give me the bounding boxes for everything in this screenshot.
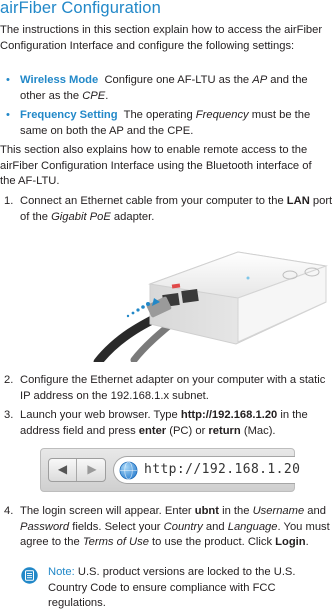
- step-italic: Language: [227, 520, 278, 533]
- step-bold: http://192.168.1.20: [180, 409, 278, 421]
- browser-toolbar-illustration: [40, 448, 301, 492]
- bullet-emphasis: AP: [252, 74, 268, 86]
- bullet-text-part: The operating: [123, 109, 196, 121]
- step-text: Configure the Ethernet adapter on your computer with a static IP address on the 192.168.1.x subnet.: [20, 374, 326, 402]
- globe-icon: [119, 461, 138, 480]
- step-text-part: (PC) or: [166, 424, 209, 437]
- page-title: airFiber Configuration: [0, 0, 161, 17]
- step-bold: return: [208, 424, 241, 437]
- note-icon: [21, 567, 38, 584]
- step-text-part: .: [305, 536, 309, 549]
- step-italic: Password: [20, 520, 70, 533]
- step-italic: Terms of Use: [82, 536, 149, 549]
- note-label: Note:: [48, 566, 75, 578]
- step-italic: Country: [163, 520, 203, 533]
- step-text-part: Connect an Ethernet cable from your computer to the: [20, 195, 287, 207]
- bullet-term: Frequency Setting: [20, 109, 118, 121]
- bullet-dot: •: [6, 74, 10, 86]
- step-text-part: fields. Select your: [69, 520, 164, 533]
- step-text-part: to use the product. Click: [148, 536, 276, 549]
- bullet-text: [20, 73, 330, 104]
- step-text: [20, 408, 334, 439]
- bullet-text: [20, 108, 330, 139]
- bullet-text-part: and the other as the: [20, 74, 308, 102]
- note-text: U.S. product versions are locked to the U.S. Country Code to ensure compliance with FCC regulations.: [48, 566, 296, 610]
- back-arrow-icon[interactable]: ◀: [49, 459, 77, 481]
- step-text: [20, 194, 334, 225]
- poe-adapter-illustration: [88, 232, 334, 362]
- step-text-part: and: [202, 520, 228, 533]
- bullet-term: Wireless Mode: [20, 74, 99, 86]
- step-bold: Login: [275, 536, 306, 549]
- step-text-part: and: [304, 505, 326, 517]
- step-text-part: . You must agree to the: [20, 520, 330, 549]
- step-text-part: adapter.: [110, 210, 155, 223]
- address-bar[interactable]: [113, 456, 301, 484]
- intro-paragraph: The instructions in this section explain how to access the airFiber Configuration Interface and configure the following settings:: [0, 24, 323, 52]
- bluetooth-paragraph: This section also explains how to enable remote access to the airFiber Configuration Interface using the Bluetooth interface of the AF-LTU.: [0, 144, 312, 188]
- address-bar-url: http://192.168.1.20: [144, 462, 301, 477]
- step-text-part: (Mac).: [240, 424, 276, 437]
- step-bold: ubnt: [194, 505, 219, 517]
- step-number: 3.: [4, 409, 14, 421]
- step-number: 4.: [4, 505, 14, 517]
- step-bold: LAN: [286, 195, 310, 207]
- step-bold: enter: [138, 424, 167, 437]
- step-text: [20, 504, 334, 551]
- bullet-text-part: .: [105, 89, 109, 102]
- note-box: [48, 565, 334, 611]
- step-italic: Username: [252, 505, 305, 517]
- step-text-part: in the address field and press: [20, 409, 308, 437]
- step-italic: Gigabit PoE: [51, 210, 111, 223]
- bullet-emphasis: Frequency: [195, 109, 249, 121]
- bullet-emphasis: CPE: [82, 89, 106, 102]
- step-text-part: port of the: [20, 195, 333, 223]
- bullet-text-part: Configure one AF-LTU as the: [104, 74, 253, 86]
- forward-arrow-icon[interactable]: ▶: [87, 462, 97, 477]
- bullet-dot: •: [6, 109, 10, 121]
- bullet-text-part: must be the same on both the AP and the CPE.: [20, 109, 311, 137]
- step-text-part: Launch your web browser. Type: [20, 409, 181, 421]
- nav-button-group: [48, 458, 106, 482]
- step-text-part: in the: [218, 505, 253, 517]
- step-number: 2.: [4, 374, 14, 386]
- step-number: 1.: [4, 195, 14, 207]
- step-text-part: The login screen will appear. Enter: [20, 505, 195, 517]
